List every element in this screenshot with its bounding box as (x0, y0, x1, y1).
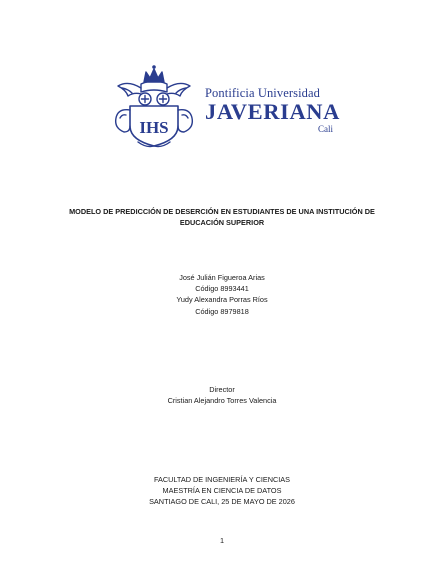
title-line-2: EDUCACIÓN SUPERIOR (179, 218, 265, 228)
program-name: MAESTRÍA EN CIENCIA DE DATOS (162, 486, 282, 496)
logo-line-pontificia: Pontificia Universidad (205, 86, 321, 100)
place-date: SANTIAGO DE CALI, 25 DE MAYO DE 2026 (149, 497, 295, 507)
logo-line-javeriana: JAVERIANA (205, 99, 341, 124)
svg-text:IHS: IHS (139, 118, 169, 137)
university-crest-icon (108, 62, 200, 148)
author-code: Código 8993441 (195, 284, 249, 294)
document-title (40, 206, 404, 228)
page-number: 1 (219, 536, 225, 545)
author-code: Código 8979818 (195, 306, 249, 316)
director-label: Director (209, 385, 235, 394)
title-line-1: MODELO DE PREDICCIÓN DE DESERCIÓN EN ESTUDIANTES DE UNA INSTITUCIÓN DE (69, 207, 375, 216)
logo-line-cali: Cali (318, 124, 333, 134)
institution-block (40, 474, 404, 508)
director-name: Cristian Alejandro Torres Valencia (167, 396, 277, 406)
faculty-name: FACULTAD DE INGENIERÍA Y CIENCIAS (153, 475, 291, 484)
director-block (40, 384, 404, 406)
author-name: Yudy Alexandra Porras Ríos (176, 295, 268, 305)
university-logo (108, 62, 341, 148)
author-name: José Julián Figueroa Arias (179, 273, 265, 282)
university-wordmark (205, 86, 339, 134)
authors-block (40, 272, 404, 317)
